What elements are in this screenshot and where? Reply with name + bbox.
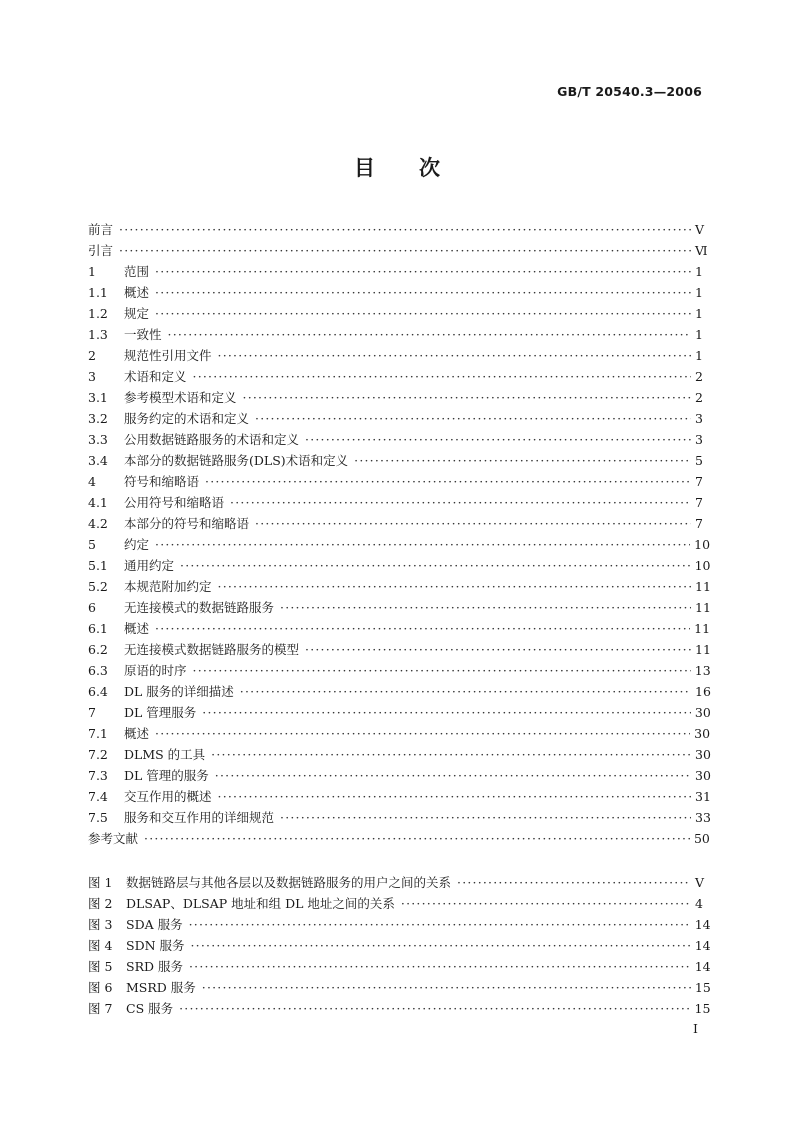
- toc-entry-label: 术语和定义: [124, 369, 187, 384]
- toc-entry-page: 3: [695, 432, 703, 447]
- toc-entry-page: 13: [694, 663, 711, 678]
- toc-entry-number: 3.2: [88, 411, 108, 426]
- dot-leader: [280, 807, 691, 828]
- toc-entry-page: 10: [694, 537, 711, 552]
- toc-entry[interactable]: [88, 702, 711, 723]
- dot-leader: [401, 893, 691, 914]
- toc-entry[interactable]: [88, 828, 710, 849]
- toc-entry[interactable]: [88, 744, 711, 765]
- toc-entry-number: 7.3: [88, 768, 108, 783]
- toc-entry[interactable]: [88, 429, 703, 450]
- toc-entry-number: 7: [88, 705, 96, 720]
- toc-entry-number: 4: [88, 474, 96, 489]
- toc-entry-label: 一致性: [124, 327, 162, 342]
- figure-entry-page: 4: [695, 896, 703, 911]
- toc-entry-page: 11: [695, 579, 711, 594]
- toc-entry-number: 4.2: [88, 516, 108, 531]
- toc-entry-page: 30: [694, 726, 711, 741]
- figure-entry-number: 图 5: [88, 959, 113, 974]
- figure-entry-label: CS 服务: [126, 1001, 174, 1016]
- page-title: 目次: [354, 155, 484, 180]
- toc-entry-label: 规范性引用文件: [124, 348, 212, 363]
- toc-entry-label: 本部分的符号和缩略语: [124, 516, 250, 531]
- toc-entry-label: 服务和交互作用的详细规范: [124, 810, 275, 825]
- toc-entry[interactable]: [88, 492, 703, 513]
- toc-entry[interactable]: [88, 324, 703, 345]
- toc-entry-label: DL 管理的服务: [124, 768, 209, 783]
- toc-entry-label: 本部分的数据链路服务(DLS)术语和定义: [124, 453, 349, 468]
- toc-entry[interactable]: [88, 282, 703, 303]
- toc-entry-label: 规定: [124, 306, 150, 321]
- dot-leader: [202, 977, 691, 998]
- dot-leader: [202, 702, 691, 723]
- dot-leader: [193, 366, 691, 387]
- toc-entry-label: 原语的时序: [124, 663, 187, 678]
- dot-leader: [191, 935, 691, 956]
- toc-entry[interactable]: [88, 450, 703, 471]
- dot-leader: [155, 282, 691, 303]
- figure-entry-page: 15: [694, 1001, 711, 1016]
- toc-entry-label: 范围: [124, 264, 150, 279]
- figure-entry[interactable]: [88, 872, 703, 893]
- dot-leader: [280, 597, 691, 618]
- dot-leader: [179, 998, 690, 1019]
- figure-entry-page: 14: [694, 959, 711, 974]
- toc-entry-number: 5.2: [88, 579, 108, 594]
- toc-entry-label: 无连接模式的数据链路服务: [124, 600, 275, 615]
- toc-entry-label: 公用符号和缩略语: [124, 495, 225, 510]
- toc-entry-label: DL 服务的详细描述: [124, 684, 234, 699]
- toc-entry-page: 10: [694, 558, 711, 573]
- toc-entry-label: 无连接模式数据链路服务的模型: [124, 642, 300, 657]
- dot-leader: [155, 303, 691, 324]
- toc-entry-number: 7.5: [88, 810, 108, 825]
- toc-entry-page: 11: [695, 642, 711, 657]
- figure-entry-number: 图 7: [88, 1001, 113, 1016]
- dot-leader: [155, 618, 690, 639]
- toc-entry-number: 2: [88, 348, 96, 363]
- toc-entry-page: 50: [693, 831, 710, 846]
- page-number: Ⅰ: [693, 1021, 698, 1036]
- figure-entry[interactable]: [88, 977, 711, 998]
- toc-entry-label: 交互作用的概述: [124, 789, 212, 804]
- toc-entry[interactable]: [88, 345, 703, 366]
- dot-leader: [305, 639, 691, 660]
- toc-entry-page: 2: [695, 369, 703, 384]
- toc-entry-page: 2: [695, 390, 703, 405]
- dot-leader: [218, 576, 691, 597]
- toc-entry-label: 约定: [124, 537, 150, 552]
- toc-entry-label: 参考模型术语和定义: [124, 390, 237, 405]
- toc-entry-label: 本规范附加约定: [124, 579, 212, 594]
- toc-entry[interactable]: [88, 366, 703, 387]
- toc-entry-page: 30: [694, 705, 711, 720]
- toc-entry[interactable]: [88, 240, 708, 261]
- toc-entry-page: 7: [695, 516, 703, 531]
- figure-entry-number: 图 1: [88, 875, 113, 890]
- toc-entry[interactable]: [88, 303, 703, 324]
- dot-leader: [218, 345, 691, 366]
- toc-entry-page: Ⅵ: [695, 243, 708, 258]
- dot-leader: [155, 723, 690, 744]
- toc-entry-label: 服务约定的术语和定义: [124, 411, 250, 426]
- toc-entry-label: 符号和缩略语: [124, 474, 200, 489]
- dot-leader: [205, 471, 691, 492]
- toc-entry-page: 3: [695, 411, 703, 426]
- toc-entry-number: 7.4: [88, 789, 108, 804]
- figure-entry[interactable]: [88, 935, 711, 956]
- toc-entry-label: 前言: [88, 222, 114, 237]
- toc-entry-page: 1: [695, 348, 703, 363]
- figure-entry-page: 14: [694, 938, 711, 953]
- figure-entry-page: 15: [694, 980, 711, 995]
- list-of-figures: [88, 872, 711, 1019]
- toc-entry-label: DL 管理服务: [124, 705, 197, 720]
- toc-entry-label: 概述: [124, 285, 150, 300]
- toc-entry-page: 30: [695, 768, 711, 783]
- toc-entry-number: 6.2: [88, 642, 108, 657]
- toc-entry-page: 16: [695, 684, 711, 699]
- dot-leader: [305, 429, 691, 450]
- dot-leader: [211, 744, 691, 765]
- toc-entry-label: 概述: [124, 726, 150, 741]
- toc-entry[interactable]: [88, 807, 711, 828]
- toc-entry-label: 引言: [88, 243, 114, 258]
- toc-entry-number: 3.4: [88, 453, 108, 468]
- toc-entry-page: 1: [695, 285, 703, 300]
- dot-leader: [193, 660, 691, 681]
- toc-entry-number: 6: [88, 600, 96, 615]
- toc-entry-number: 3: [88, 369, 96, 384]
- figure-entry-label: DLSAP、DLSAP 地址和组 DL 地址之间的关系: [126, 896, 395, 911]
- dot-leader: [354, 450, 691, 471]
- figure-entry-page: 14: [694, 917, 711, 932]
- toc-entry[interactable]: [88, 471, 703, 492]
- figure-entry[interactable]: [88, 998, 711, 1019]
- toc-entry-number: 3.3: [88, 432, 108, 447]
- toc-entry[interactable]: [88, 576, 711, 597]
- toc-entry-page: 30: [695, 747, 711, 762]
- toc-entry-number: 5.1: [88, 558, 108, 573]
- toc-entry[interactable]: [88, 555, 711, 576]
- dot-leader: [218, 786, 691, 807]
- figure-entry-label: MSRD 服务: [126, 980, 196, 995]
- figure-entry[interactable]: [88, 893, 703, 914]
- toc-entry[interactable]: [88, 765, 711, 786]
- toc-entry-label: 概述: [124, 621, 150, 636]
- dot-leader: [230, 492, 691, 513]
- figure-entry-label: 数据链路层与其他各层以及数据链路服务的用户之间的关系: [126, 875, 452, 890]
- dot-leader: [119, 219, 691, 240]
- toc-entry-page: 7: [695, 495, 703, 510]
- toc-entry-number: 1.1: [88, 285, 108, 300]
- toc-entry-page: 11: [695, 600, 711, 615]
- dot-leader: [119, 240, 691, 261]
- toc-entry[interactable]: [88, 219, 703, 240]
- dot-leader: [243, 387, 691, 408]
- toc-entry-page: 33: [695, 810, 711, 825]
- toc-entry[interactable]: [88, 723, 711, 744]
- toc-entry[interactable]: [88, 618, 711, 639]
- toc-entry-label: 参考文献: [88, 831, 139, 846]
- dot-leader: [155, 534, 690, 555]
- figure-entry-number: 图 4: [88, 938, 113, 953]
- toc-entry-page: 31: [695, 789, 711, 804]
- table-of-contents: [88, 219, 711, 849]
- toc-entry[interactable]: [88, 639, 711, 660]
- toc-entry-number: 4.1: [88, 495, 108, 510]
- toc-entry[interactable]: [88, 408, 703, 429]
- toc-entry-number: 1: [88, 264, 96, 279]
- toc-entry-label: DLMS 的工具: [124, 747, 206, 762]
- dot-leader: [215, 765, 691, 786]
- figure-entry-number: 图 2: [88, 896, 113, 911]
- toc-entry[interactable]: [88, 681, 711, 702]
- toc-entry-number: 7.2: [88, 747, 108, 762]
- toc-entry-page: Ⅴ: [695, 222, 705, 237]
- toc-entry[interactable]: [88, 261, 703, 282]
- dot-leader: [240, 681, 691, 702]
- figure-entry-number: 图 6: [88, 980, 113, 995]
- toc-entry-number: 6.4: [88, 684, 108, 699]
- dot-leader: [168, 324, 691, 345]
- toc-entry-number: 3.1: [88, 390, 108, 405]
- toc-entry-page: 5: [695, 453, 703, 468]
- toc-entry[interactable]: [88, 387, 703, 408]
- dot-leader: [255, 408, 691, 429]
- figure-entry-page: Ⅴ: [695, 875, 705, 890]
- toc-entry-number: 7.1: [88, 726, 108, 741]
- dot-leader: [457, 872, 691, 893]
- dot-leader: [155, 261, 691, 282]
- figure-entry[interactable]: [88, 956, 711, 977]
- figure-entry-label: SDA 服务: [126, 917, 183, 932]
- figure-entry-label: SDN 服务: [126, 938, 185, 953]
- toc-entry-number: 6.3: [88, 663, 108, 678]
- toc-entry-number: 6.1: [88, 621, 108, 636]
- figure-entry[interactable]: [88, 914, 711, 935]
- toc-entry-label: 通用约定: [124, 558, 175, 573]
- toc-entry-label: 公用数据链路服务的术语和定义: [124, 432, 300, 447]
- toc-entry-page: 11: [694, 621, 711, 636]
- toc-entry-page: 1: [695, 306, 703, 321]
- toc-entry-number: 1.3: [88, 327, 108, 342]
- toc-entry-page: 7: [695, 474, 703, 489]
- toc-entry[interactable]: [88, 534, 711, 555]
- toc-entry[interactable]: [88, 786, 711, 807]
- toc-entry-page: 1: [695, 327, 703, 342]
- standard-number: GB/T 20540.3—2006: [557, 84, 702, 99]
- toc-entry[interactable]: [88, 660, 711, 681]
- dot-leader: [180, 555, 691, 576]
- figure-entry-label: SRD 服务: [126, 959, 183, 974]
- toc-entry-number: 1.2: [88, 306, 108, 321]
- dot-leader: [255, 513, 691, 534]
- toc-entry-page: 1: [695, 264, 703, 279]
- dot-leader: [189, 914, 691, 935]
- toc-entry[interactable]: [88, 597, 711, 618]
- dot-leader: [144, 828, 690, 849]
- toc-entry[interactable]: [88, 513, 703, 534]
- dot-leader: [189, 956, 691, 977]
- toc-entry-number: 5: [88, 537, 96, 552]
- figure-entry-number: 图 3: [88, 917, 113, 932]
